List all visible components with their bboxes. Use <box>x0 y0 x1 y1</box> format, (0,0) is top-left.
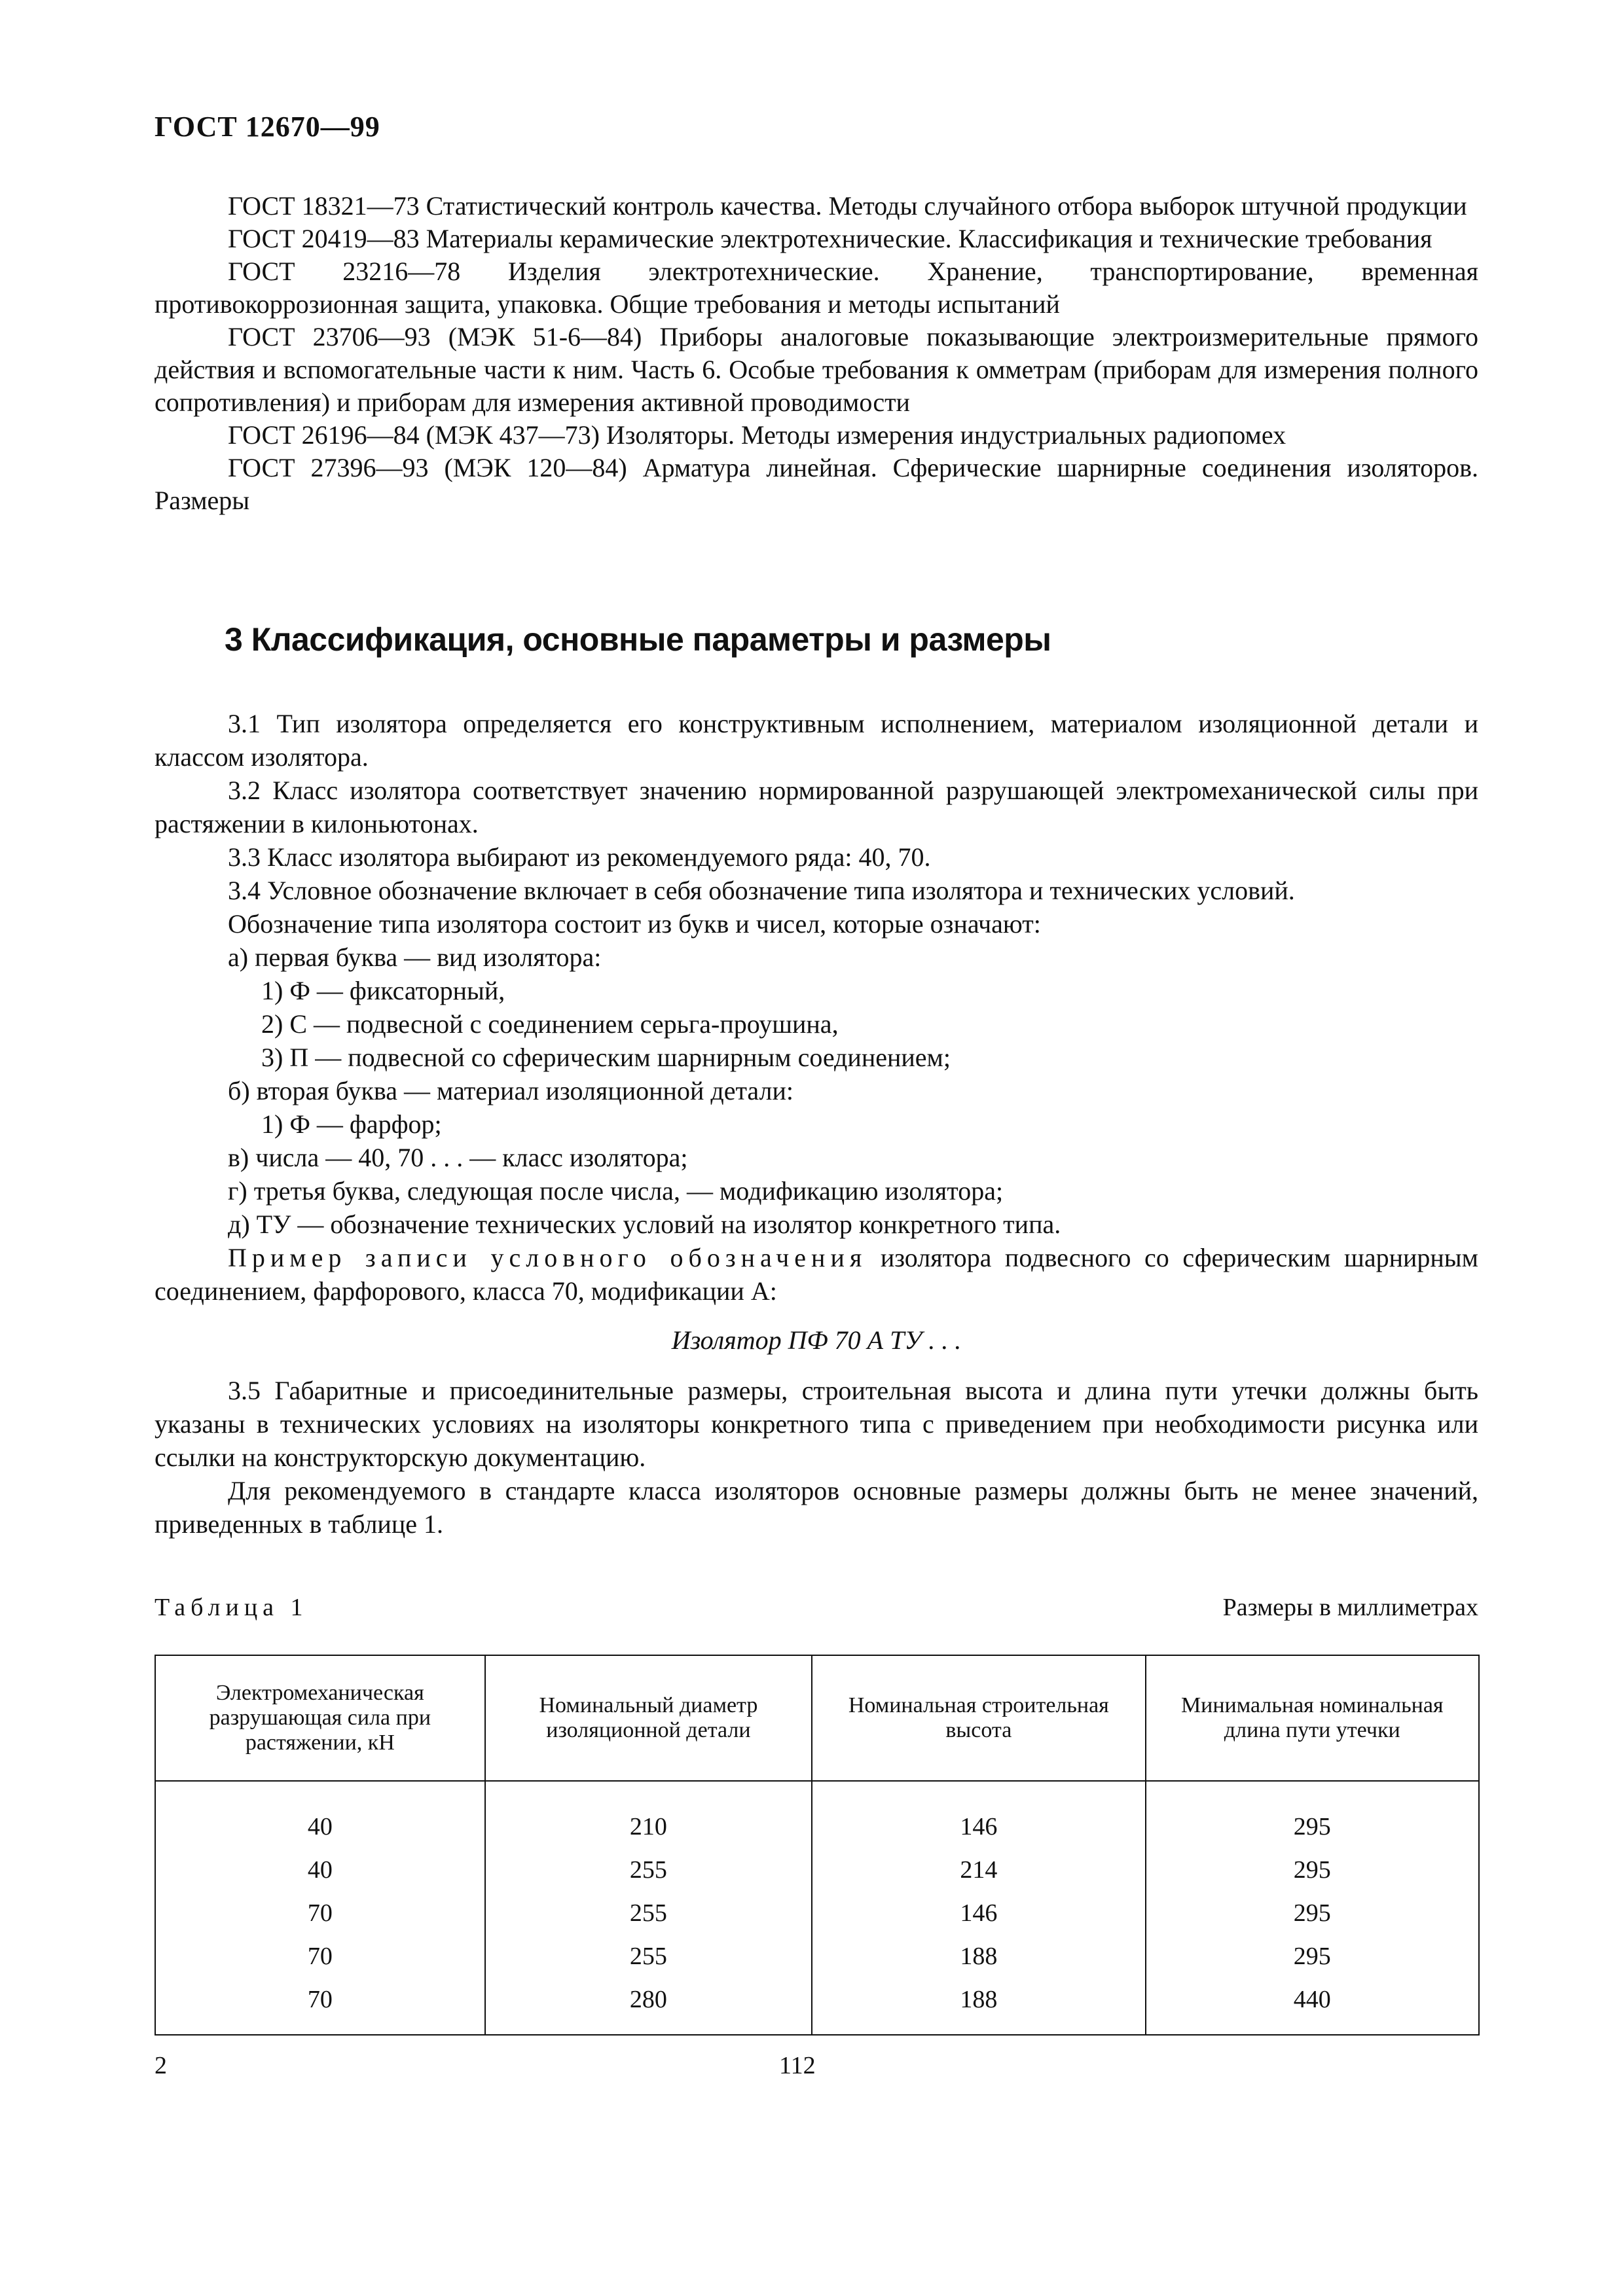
list-item-a1: 1) Ф — фиксаторный, <box>261 976 505 1005</box>
list-item-v: в) числа — 40, 70 . . . — класс изолятора; <box>228 1143 688 1172</box>
table-cell: 295 <box>1146 1848 1479 1892</box>
list-item-g: г) третья буква, следующая после числа, — модификацию изолятора; <box>228 1176 1004 1206</box>
example-lead: Пример записи условного обозначения <box>228 1243 867 1272</box>
table-units: Размеры в миллиметрах <box>1222 1594 1478 1621</box>
table-cell: 440 <box>1146 1978 1479 2035</box>
example-rest: изолятора подвесного со сферическим шарнирным соединением, фарфорового, класса 70, модификации А: <box>155 1243 1478 1306</box>
table-cell: 40 <box>155 1781 485 1848</box>
dimensions-table <box>155 1655 1480 2036</box>
normative-references <box>155 190 1478 517</box>
list-item-b: б) вторая буква — материал изоляционной детали: <box>228 1076 794 1105</box>
table-cell: 214 <box>812 1848 1145 1892</box>
table-cell: 146 <box>812 1781 1145 1848</box>
table-cell: 188 <box>812 1978 1145 2035</box>
paragraph-table-intro: Для рекомендуемого в стандарте класса изоляторов основные размеры должны быть не менее значений, приведенных в таблице 1. <box>155 1476 1478 1539</box>
table-row <box>155 1978 1479 2035</box>
table-cell: 146 <box>812 1892 1145 1935</box>
reference-item: ГОСТ 27396—93 (МЭК 120—84) Арматура линейная. Сферические шарнирные соединения изоляторов. Размеры <box>155 453 1478 515</box>
column-header: Номинальный диаметр изоляционной детали <box>485 1655 812 1781</box>
section-body <box>155 707 1478 1541</box>
list-item-a: а) первая буква — вид изолятора: <box>228 942 602 972</box>
list-item-b1: 1) Ф — фарфор; <box>261 1109 442 1139</box>
table-cell: 295 <box>1146 1892 1479 1935</box>
reference-item: ГОСТ 20419—83 Материалы керамические электротехнические. Классификация и технические требования <box>228 224 1432 253</box>
paragraph-3-3: 3.3 Класс изолятора выбирают из рекомендуемого ряда: 40, 70. <box>228 842 931 872</box>
table-header-row <box>155 1655 1479 1781</box>
paragraph-3-1: 3.1 Тип изолятора определяется его конструктивным исполнением, материалом изоляционной детали и классом изолятора. <box>155 709 1478 772</box>
example-paragraph <box>155 1241 1478 1308</box>
table-cell: 210 <box>485 1781 812 1848</box>
table-cell: 295 <box>1146 1781 1479 1848</box>
document-header: ГОСТ 12670—99 <box>155 111 380 143</box>
table-cell: 70 <box>155 1978 485 2035</box>
table-row <box>155 1892 1479 1935</box>
table-cell: 70 <box>155 1935 485 1978</box>
table-cell: 295 <box>1146 1935 1479 1978</box>
table-cell: 280 <box>485 1978 812 2035</box>
reference-item: ГОСТ 18321—73 Статистический контроль качества. Методы случайного отбора выборок штучной продукции <box>228 191 1467 221</box>
table-row <box>155 1781 1479 1848</box>
column-header: Номинальная строительная высота <box>812 1655 1145 1781</box>
paragraph-3-4: 3.4 Условное обозначение включает в себя обозначение типа изолятора и технических условий. <box>228 876 1295 905</box>
paragraph-3-2: 3.2 Класс изолятора соответствует значению нормированной разрушающей электромеханической силы при растяжении в килоньютонах. <box>155 776 1478 838</box>
table-cell: 255 <box>485 1935 812 1978</box>
column-header: Электромеханическая разрушающая сила при растяжении, кН <box>155 1655 485 1781</box>
table-cell: 70 <box>155 1892 485 1935</box>
table-row <box>155 1935 1479 1978</box>
page-number: 2 <box>155 2052 167 2079</box>
list-item-d: д) ТУ — обозначение технических условий на изолятор конкретного типа. <box>228 1210 1061 1239</box>
reference-item: ГОСТ 23216—78 Изделия электротехнические. Хранение, транспортирование, временная противокоррозионная защита, упаковка. Общие требования и методы испытаний <box>155 257 1478 319</box>
designation-example: Изолятор ПФ 70 А ТУ . . . <box>671 1325 962 1355</box>
list-item-a3: 3) П — подвесной со сферическим шарнирным соединением; <box>261 1043 951 1072</box>
table-caption <box>155 1593 1478 1622</box>
paragraph-type-designation: Обозначение типа изолятора состоит из букв и чисел, которые означают: <box>228 909 1041 939</box>
table-cell: 255 <box>485 1892 812 1935</box>
reference-item: ГОСТ 23706—93 (МЭК 51-6—84) Приборы аналоговые показывающие электроизмерительные прямого действия и вспомогательные части к ним. Часть 6. Особые требования к омметрам (приборам для измерения полного сопротивления) и приборам для измерения активной проводимости <box>155 322 1478 417</box>
paragraph-3-5: 3.5 Габаритные и присоединительные размеры, строительная высота и длина пути утечки должны быть указаны в технических условиях на изоляторы конкретного типа с приведением при необходимости рисунка или ссылки на конструкторскую документацию. <box>155 1376 1478 1472</box>
column-header: Минимальная номинальная длина пути утечки <box>1146 1655 1479 1781</box>
list-item-a2: 2) С — подвесной с соединением серьга-проушина, <box>261 1009 839 1039</box>
table-cell: 188 <box>812 1935 1145 1978</box>
table-row <box>155 1848 1479 1892</box>
collection-page-number: 112 <box>779 2052 816 2079</box>
table-cell: 40 <box>155 1848 485 1892</box>
reference-item: ГОСТ 26196—84 (МЭК 437—73) Изоляторы. Методы измерения индустриальных радиопомех <box>228 420 1286 450</box>
table-cell: 255 <box>485 1848 812 1892</box>
section-title: 3 Классификация, основные параметры и размеры <box>225 621 1051 658</box>
table-label: Таблица 1 <box>155 1594 308 1621</box>
